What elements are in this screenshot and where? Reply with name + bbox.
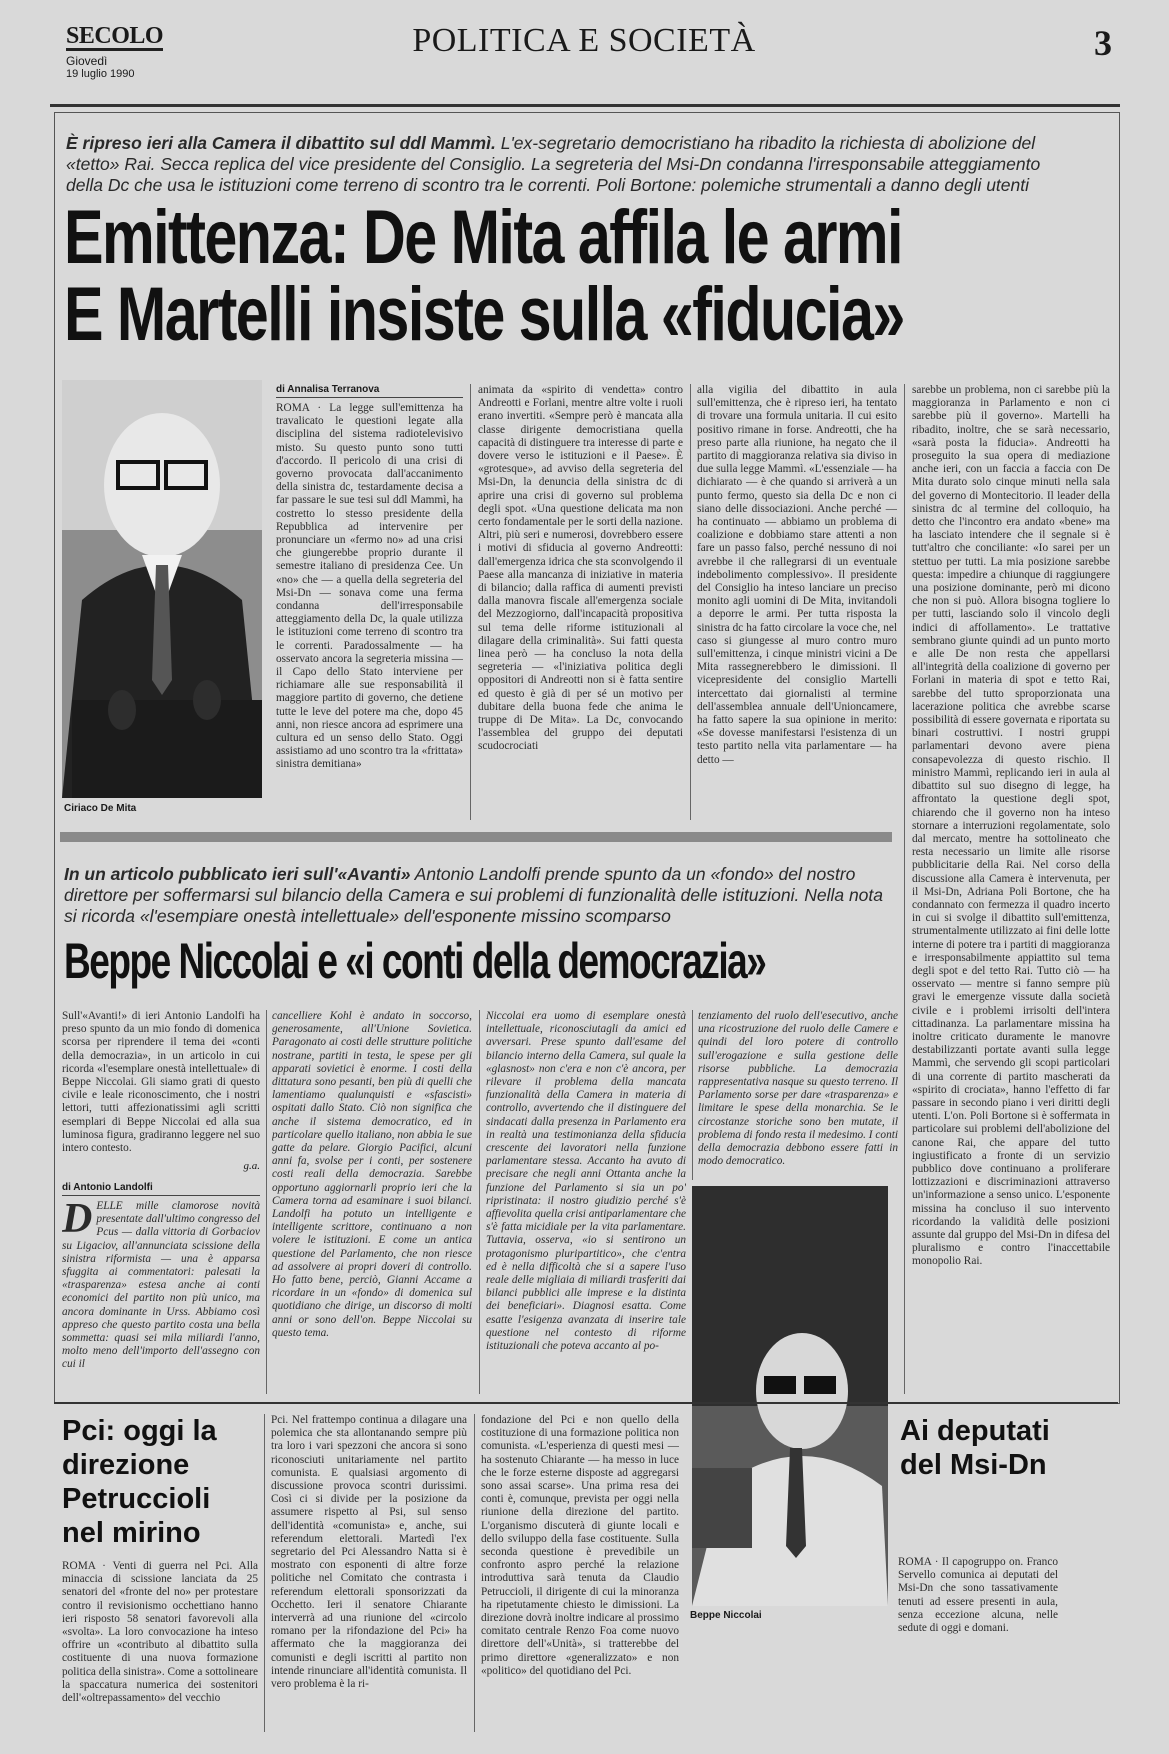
issue-day: Giovedì xyxy=(66,54,108,68)
page-number: 3 xyxy=(1094,23,1112,63)
masthead-rule xyxy=(50,104,1120,107)
niccolai-photo xyxy=(692,1186,888,1606)
msi-notice-headline: Ai deputati del Msi-Dn xyxy=(900,1415,1050,1481)
issue-date: 19 luglio 1990 xyxy=(66,68,135,80)
second-kicker xyxy=(64,864,884,927)
bottom-row-rule xyxy=(54,1402,1118,1404)
pci-column-divider-1 xyxy=(264,1414,265,1732)
second-byline: di Antonio Landolfi xyxy=(62,1182,260,1196)
second-column-1-text xyxy=(62,1200,260,1380)
pci-column-divider-2 xyxy=(474,1414,475,1732)
newspaper-logo: SECOLO xyxy=(66,23,164,49)
second-column-3-text: Niccolai era uomo di esemplare onestà intellettuale, riconosciutagli da amici ed avversari. Prese spunto dall'esame del bilancio interno della Camera, sul quale la «glasnost» non c'era e non c'è ancora, per rilevare il problema della mancata funzionalità della Camera in materia di controllo, avvertendo che il distinguere del sindacati dalla presenza in Parlamento era in realtà una testimonianza della sfiducia crescente dei lavoratori nella funzione parlamentare stessa. Accanto ha avuto di precisare che negli anni Ottanta anche la funzione del Parlamento si sia un po' ripristinata: il nostro giudizio perché s'è affievolita quella crisi antiparlamentare che s'è fatta micidiale per la vita parlamentare. Tuttavia, osserva, «io si sentirono un protagonismo pluripartitico», che c'entra ed è nella difficoltà che si a sapere l'uso reale delle migliaia di miliardi trasferiti dai bilanci pubblici alle imprese e la distinta dei beneficiari». Diagnosi esatta. Come esatte l'esigenza avanzata di inserire tale questione nel contesto di riforme istituzionali che poteva accanto al po- xyxy=(486,1010,686,1353)
de-mita-photo-caption: Ciriaco De Mita xyxy=(64,803,137,814)
pci-column-3-text: fondazione del Pci e non quello della costituzione di una formazione politica non comunista. «L'esperienza di questi mesi — ha sostenuto Chiarante — ha messo in luce che le forze esterne disposte ad aggregarsi sono assai scarse». Una prima resa dei conti è, comunque, prevista per oggi nella riunione della direzione del partito. L'organismo discuterà di giunte locali e dello sviluppo della fase costituente. Sulla seconda questione è prevedibile un confronto aspro perché la relazione introduttiva sarà tenuta da Claudio Petruccioli, il dirigente di cui la minoranza ha ripetutamente chiesto le dimissioni. La direzione dovrà inoltre indicare al prossimo comitato centrale Renzo Foa come nuovo direttore dell'«Unità», si tratterebbe del primo direttore «generalizzato» e non «politico» del quotidiano del Pci. xyxy=(481,1414,679,1677)
lead-column-divider-3 xyxy=(904,384,905,1394)
second-kicker-bold: In un articolo pubblicato ieri sull'«Avanti» xyxy=(64,864,411,884)
lead-kicker-text: L'ex-segretario democristiano ha ribadito la richiesta di abolizione del «tetto» Rai. Secca replica del vice presidente del Consiglio. La segreteria del Msi-Dn condanna l'irresponsabile atteggiamento della Dc che usa le istituzioni come terreno di scontro tra le correnti. Poli Bortone: polemiche strumentali a danno degli utenti xyxy=(66,133,1041,195)
pci-column-2-text: Pci. Nel frattempo continua a dilagare una polemica che sta allontanando sempre più tra loro i vari spezzoni che ancora si sono riconosciuti unitariamente nel partito comunista. E qualsiasi argomento di discussione provoca scontri durissimi. Così ci si divide per la posizione da assumere rispetto al Psi, sul senso dell'identità «comunista» e, anche, sui referendum elettorali. Martedì l'ex segretario del Pci Alessandro Natta si è mostrato con esponenti di altre forze politiche nel Comitato che contrasta i referendum elettorali sponsorizzati da Occhetto. Ieri il senatore Chiarante interverrà ad una riunione del «circolo romano per la rifondazione del Pci» ha affermato che la maggioranza dei comunisti e degli iscritti al partito non intende rinunciare all'identità comunista. Il vero problema è la ri- xyxy=(271,1414,467,1691)
story-separator-bar xyxy=(60,832,892,842)
second-column-divider-3 xyxy=(692,1010,693,1180)
second-dropcap: D xyxy=(62,1200,93,1242)
second-intro-text: Sull'«Avanti!» di ieri Antonio Landolfi ha preso spunto da un mio fondo di domenica scorsa per riprendere il tema dei «conti della democrazia», in un articolo in cui ricorda «l'esemplare onestà intellettuale» di Beppe Niccolai. Gli siamo grati di questo civile e leale riconoscimento, che i nostri lettori, tutti affezionatissimi agli scritti esemplari di Beppe Niccolai ed alla sua luminosa figura, gradiranno leggere nel suo intero contesto. xyxy=(62,1010,260,1155)
lead-column-divider-2 xyxy=(690,384,691,820)
lead-column-3-text: alla vigilia del dibattito in aula sull'emittenza, che è ripreso ieri, ha tentato di trovare una formula unitaria. Il cui esito positivo rimane in forse. Andreotti, che ha preso parte alla riunione, ha negato che il partito di maggioranza relativa sia diviso in due sulla legge Mammì. «L'essenziale — ha dichiarato — è che quando si arriverà a un punto fermo, questo sia della Dc e non ci siano delle dissociazioni. Anche perché — ha continuato — abbiamo un problema di coalizione e dobbiamo stare attenti a non fare un passo falso, perché nessuno di noi avrebbe il che rallegrarsi di un eventuale indebolimento complessivo». Il presidente del Consiglio ha inteso lanciare un preciso monito agli uomini di De Mita, invitandoli a deporre le armi. Per tutta risposta la sinistra dc ha fatto circolare la voce che, nel caso si giungesse al muro contro muro sull'emittenza, i cinque ministri vicini a De Mita rassegnerebbero le dimissioni. Il vicepresidente del consiglio Martelli intercettato dai giornalisti al termine dell'assemblea annuale dell'Unioncamere, ha fatto sapere la sua opinione in merito: «Se dovesse manifestarsi l'esistenza di un testo partito nella vita parlamentare — ha detto — xyxy=(697,384,897,766)
lead-headline-line-1: Emittenza: De Mita affila le armi xyxy=(64,195,902,280)
section-title: POLITICA E SOCIETÀ xyxy=(412,22,756,59)
second-kicker-text: Antonio Landolfi prende spunto da un «fondo» del nostro direttore per soffermarsi sul bilancio della Camera e sui problemi di funzionalità delle istituzioni. Nella nota si ricorda «l'esempiare onestà intellettuale» dell'esponente missino scomparso xyxy=(64,864,884,926)
second-column-4-text: tenziamento del ruolo dell'esecutivo, anche una ricostruzione del ruolo delle Camere e quindi del loro potere di controllo sull'erogazione e sulla gestione delle risorse pubbliche. La democrazia rappresentativa nasque su questo terreno. Il Parlamento sorse per dare «trasparenza» e limitare le spese della monarchia. Se le circostanze storiche sono ben mutate, il problema di fondo resta il medesimo. I conti della democrazia debbono essere fatti in modo democratico. xyxy=(698,1010,898,1168)
lead-column-4-text: sarebbe un problema, non ci sarebbe più la maggioranza in Parlamento e non ci sarebbe più il governo». Martelli ha ribadito, inoltre, che se sarà necessario, «sarà posta la fiducia». Andreotti ha proseguito la sua opera di mediazione anche ieri, con un faccia a faccia con De Mita durato solo cinque minuti nella sala del governo di Montecitorio. Il leader della sinistra dc al termine del colloquio, ha detto che l'incontro era andato «bene» ma ha lasciato intendere che il segnale si è tutt'altro che conciliante: «Io sarei per un stettuo per tutti. La mia posizione sarebbe questa: impedire a chiunque di raggiungere una posizione dominante, però mi dicono che non si può. Allora bisogna togliere lo per tutti, lasciando solo il vincolo degli indici di affollamento». Le trattative sembrano giunte quindi ad un punto morto e alle De non resta che appellarsi all'integrità della coalizione di governo per Forlani in materia di spot e tetto Rai, sarebbe del tutto sproporzionata una lacerazione politica che avrebbe scarse possibilità di essere governata e riportata su binari costruttivi. I nostri gruppi parlamentari devono avere piena consapevolezza di questo rischio. Il ministro Mammì, replicando ieri in aula al dibattito sul suo disegno di legge, ha affrontato la questione degli spot, chiarendo che il governo non ha inteso stornare a interruzioni regolamentate, solo dal mercato, mentre ha sottolineato che resta necessario un limite alle risorse pubblicitarie della Rai. Nel corso della discussione alla Camera è intervenuta, per il Msi-Dn, Adriana Poli Bortone, che ha condannato con fermezza il quadro incerto in cui si svolge il dibattito sull'emittenza, strumentalmente utilizzato ai fini delle lotte interne di potere tra i partiti di maggioranza e irresponsabilmente appiattito sul tema degli spot e del tetto Rai. Tutto ciò — ha osservato — mentre si fanno sempre più gravi le emergenze vissute dalla società civile e i problemi irrisolti dell'intera cittadinanza. La parlamentare missina ha inoltre criticato duramente le manovre destabilizzanti portate avanti sulla legge Mammì, che servendo gli scopi particolari di una corrente di partito mascherati da «spirito di crociata», hanno l'effetto di far passare in secondo piano i veri diritti degli utenti. L'on. Poli Bortone si è soffermata in particolare sui problemi dell'abolizione del canone Rai, che appare del tutto ingiustificato a fronte di un servizio pubblico dove continuano a proliferare lottizzazioni e discriminazioni attraverso un'informazione a senso unico. L'esponente missina ha concluso il suo intervento ricordando la validità delle posizioni assunte dal gruppo del Msi-Dn in difesa del pluralismo e contro l'inaccettabile monopolio Rai. xyxy=(912,384,1110,1268)
lead-column-divider-1 xyxy=(470,384,471,820)
pci-column-1-text: ROMA · Venti di guerra nel Pci. Alla minaccia di scissione lanciata da 25 senatori del «fronte del no» per protestare contro il revisionismo occhettiano hanno ieri risposto 58 senatori favorevoli alla «svolta». La loro convocazione ha inteso offrire un «contributo al dibattito sulla costituente di una nuova formazione politica della sinistra». Come a sottolineare la spaccatura numerica dei sostenitori dell'«oltrepassamento» del vecchio xyxy=(62,1560,258,1705)
second-column-2-text: cancelliere Kohl è andato in soccorso, generosamente, all'Unione Sovietica. Paragonato ai costi delle strutture politiche nostrane, partiti in testa, le spese per gli apparati sovietici è enorme. I costi della dittatura sono pesanti, ben più di quelli che lamentiamo qualunquisti e «sfascisti» ospitati dallo Stato. Ciò non significa che anche il sistema democratico, ed in particolare quello italiano, non abbia le sue gatte da pelare. Giorgio Pacifici, alcuni anni fa, svolse per i conti, per sostenere costi reali della democrazia. Sarebbe opportuno aggiornarli proprio ieri che la Camera torna ad esaminare i suoi bilanci. Landolfi ha potuto un intelligente e intelligente scrittore, continuano a non volere le istituzioni. E come un antica questione del Parlamento, che non riesce ad assolvere ai propri doveri di controllo. Ho fatto bene, perciò, Gianni Accame a ricordare in un «fondo» di domenica sul quotidiano che dirige, un discorso di molti anni or sono dell'on. Beppe Niccolai su questo tema. xyxy=(272,1010,472,1339)
second-column-1-body: ELLE mille clamorose novità presentate dall'ultimo congresso del Pcus — dalla vittoria di Gorbaciov su Ligaciov, all'annunciata scissione della sinistra riformista — una è apparsa sfuggita ai commentatori: palesati la «trasparenza» estesa anche ai conti economici del partito non più unico, ma ancora dominante in Urss. Abbiamo così appreso che questo partito costa una bella sommetta: quasi sei mila miliardi l'anno, molto meno dell'importo dell'assegno con cui il xyxy=(62,1200,260,1371)
second-column-divider-2 xyxy=(479,1010,480,1394)
second-headline: Beppe Niccolai e «i conti della democrazia» xyxy=(64,933,766,989)
lead-kicker xyxy=(66,133,1066,196)
pci-headline: Pci: oggi la direzione Petruccioli nel mirino xyxy=(62,1415,217,1549)
de-mita-portrait-image xyxy=(62,380,262,798)
msi-notice-text: ROMA · Il capogruppo on. Franco Servello comunica ai deputati del Msi-Dn che sono tassativamente tenuti ad essere presenti in aula, senza eccezione alcuna, nelle sedute di oggi e domani. xyxy=(898,1556,1058,1635)
lead-column-1 xyxy=(276,384,463,820)
niccolai-photo-caption: Beppe Niccolai xyxy=(690,1610,762,1621)
second-intro-signature: g.a. xyxy=(243,1160,260,1172)
lead-column-1-text: ROMA · La legge sull'emittenza ha travalicato le questioni legate alla disciplina del sistema radiotelevisivo misto. Su questo punto sono tutti d'accordo. Il pericolo di una crisi di governo provocata dall'accanimento della sinistra dc, testardamente decisa a far passare le sue tesi sul ddl Mammì, ha costretto lo stesso presidente della Repubblica ad intervenire per pronunciare un «fermo no» ad una crisi che giungerebbe proprio durante il semestre italiano di presidenza Cee. Un «no» che — a quella della segreteria del Msi-Dn — sonava come una ferma condanna dell'irresponsabile atteggiamento della Dc, la quale utilizza le istituzioni come terreno di scontro tra le correnti. Paradossalmente — ha osservato ancora la segreteria missina — il Capo dello Stato interviene per richiamare alle sue responsabilità il maggiore partito di governo, che detiene tutte le leve del potere ma che, dopo 45 anni, non riesce ancora ad esprimere una cultura ed un senso dello Stato. Oggi assistiamo ad uno scontro tra la «frittata» sinistra demitiana» xyxy=(276,402,463,771)
second-column-divider-1 xyxy=(266,1010,267,1394)
lead-headline-line-2: E Martelli insiste sulla «fiducia» xyxy=(64,272,904,357)
second-column-1 xyxy=(62,1010,260,1394)
lead-column-2-text: animata da «spirito di vendetta» contro Andreotti e Forlani, mentre altre volte i ruoli erano invertiti. «Sempre però è mancata alla classe dirigente democristiana quella capacità di distinguere tra interesse di parte e dovere verso le istituzioni e il Paese». È «grotesque», ad avviso della segreteria del Msi-Dn, la denuncia della sinistra dc di aprire una crisi di governo sul problema degli spot. «Una questione delicata ma non certo fondamentale per le sorti della nazione. Altri, più seri e numerosi, dovrebbero essere i motivi di sfiducia al governo Andreotti: dall'emergenza idrica che sta sconvolgendo il Paese alla mancanza di iniziative in materia di bilancio; dalla raffica di aumenti previsti dalla manovra fiscale all'emergenza sociale del Mezzogiorno, dall'incapacità propositiva sul tema delle riforme istituzionali al dilagare della criminalità». Sui fatti questa linea però — ha concluso la nota della segreteria — «l'iniziativa politica degli oppositori di Andreotti non si è fatta sentire ed questo è già di per sé un motivo per dubitare della buona fede che anima le truppe di De Mita». La Dc, convocando l'assemblea del gruppo dei deputati scudocrociati xyxy=(478,384,683,753)
de-mita-photo xyxy=(62,380,262,798)
lead-byline: di Annalisa Terranova xyxy=(276,384,463,398)
lead-kicker-bold: È ripreso ieri alla Camera il dibattito sul ddl Mammì. xyxy=(66,133,496,153)
niccolai-portrait-image xyxy=(692,1186,888,1606)
